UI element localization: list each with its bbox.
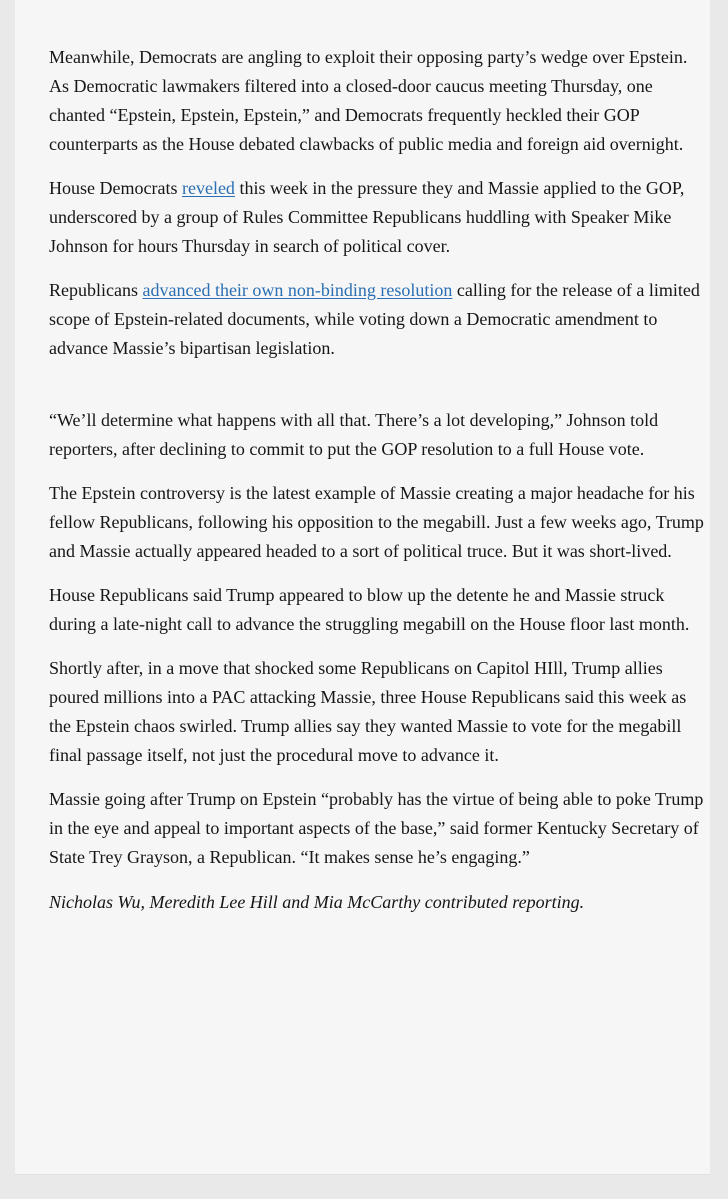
article-page xyxy=(15,0,710,1175)
non-binding-resolution-link[interactable]: advanced their own non-binding resolution xyxy=(142,280,453,300)
paragraph-epstein-controversy: The Epstein controversy is the latest example of Massie creating a major headache for his fellow Republicans, following his opposition to the megabill. Just a few weeks ago, Trump and Massie actually appeared headed to a sort of political truce. But it was short-lived. xyxy=(49,483,704,561)
article-body xyxy=(49,43,709,932)
paragraph-johnson-quote: “We’ll determine what happens with all that. There’s a lot developing,” Johnson told reporters, after declining to commit to put the GOP resolution to a full House vote. xyxy=(49,410,659,459)
paragraph-grayson-quote: Massie going after Trump on Epstein “probably has the virtue of being able to poke Trump in the eye and appeal to important aspects of the base,” said former Kentucky Secretary of State Trey Grayson, a Republican. “It makes sense he’s engaging.” xyxy=(49,789,704,867)
paragraph-text: House Democrats xyxy=(49,178,182,198)
paragraph-detente: House Republicans said Trump appeared to blow up the detente he and Massie struck during a late-night call to advance the struggling megabill on the House floor last month. xyxy=(49,585,690,634)
paragraph-democrats-reveled xyxy=(49,174,709,261)
paragraph-republicans-resolution xyxy=(49,276,709,363)
paragraph-text: calling for the release of a limited scope of Epstein-related documents, while voting down a Democratic amendment to advance Massie’s bipartisan legislation. xyxy=(49,280,700,358)
reveled-link[interactable]: reveled xyxy=(181,178,235,198)
paragraph-democrats-exploit: Meanwhile, Democrats are angling to exploit their opposing party’s wedge over Epstein. As Democratic lawmakers filtered into a closed-door caucus meeting Thursday, one chanted “Epstein, Epstein, Epstein,” and Democrats frequently heckled their GOP counterparts as the House debated clawbacks of public media and foreign aid overnight. xyxy=(49,47,688,154)
paragraph-text: Republicans xyxy=(49,280,143,300)
contributor-credit: Nicholas Wu, Meredith Lee Hill and Mia McCarthy contributed reporting. xyxy=(49,892,585,912)
paragraph-pac-attack: Shortly after, in a move that shocked some Republicans on Capitol HIll, Trump allies poured millions into a PAC attacking Massie, three House Republicans said this week as the Epstein chaos swirled. Trump allies say they wanted Massie to vote for the megabill final passage itself, not just the procedural move to advance it. xyxy=(49,658,687,765)
paragraph-text: this week in the pressure they and Massie applied to the GOP, underscored by a group of Rules Committee Republicans huddling with Speaker Mike Johnson for hours Thursday in search of political cover. xyxy=(49,178,685,256)
